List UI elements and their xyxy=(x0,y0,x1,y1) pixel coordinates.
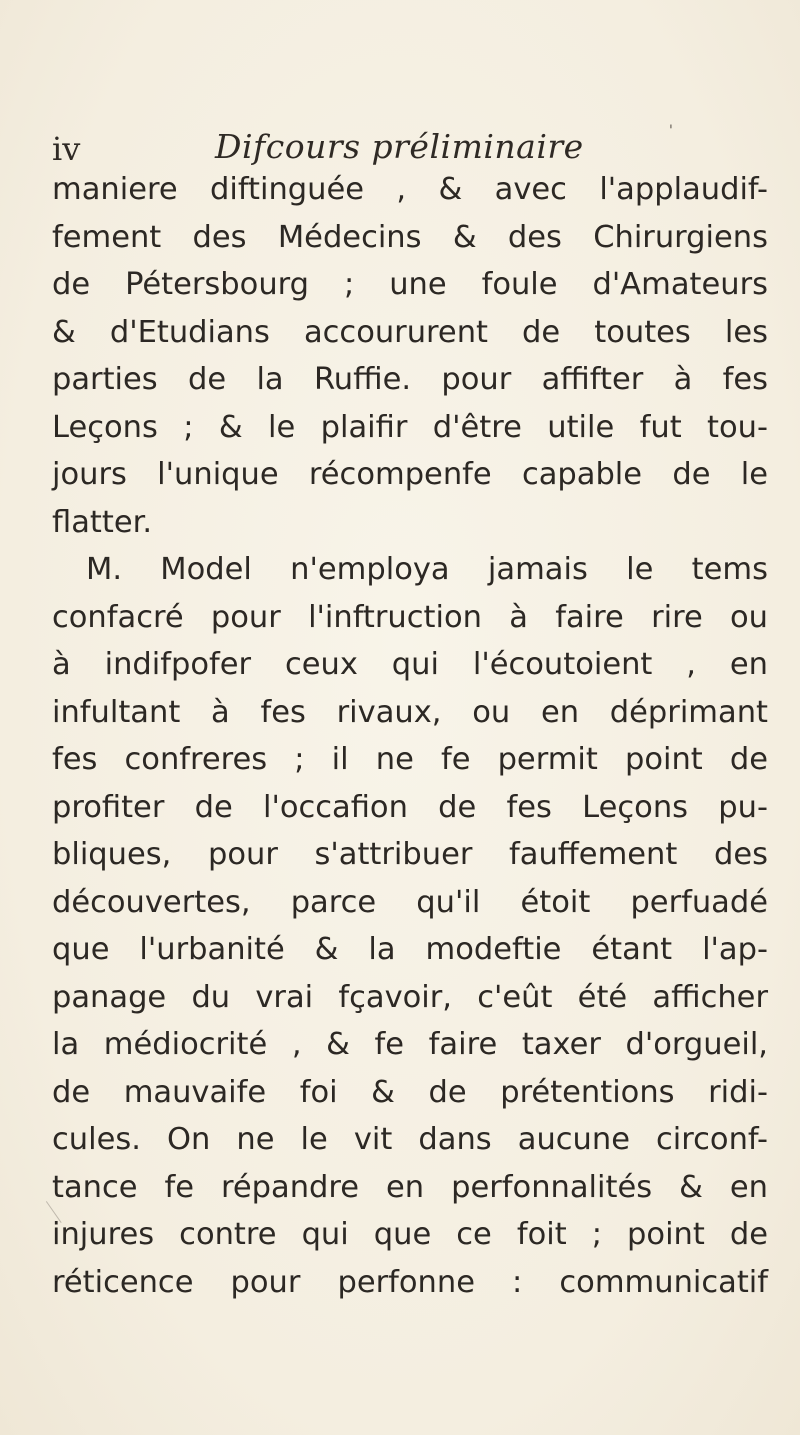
text-line: jours l'unique récompenfe capable de le xyxy=(52,457,768,492)
text-line: flatter. xyxy=(52,504,153,540)
text-line: de Pétersbourg ; une foule d'Amateurs xyxy=(52,267,768,302)
text-line: découvertes, parce qu'il étoit perfuadé xyxy=(52,884,768,920)
text-line: confacré pour l'inftruction à faire rire ou xyxy=(52,599,768,635)
text-line: fement des Médecins & des Chirurgiens xyxy=(52,219,768,255)
text-line: réticence pour perfonne : communicatif xyxy=(52,1264,768,1300)
text-line: & d'Etudians accoururent de toutes les xyxy=(52,314,768,350)
text-line: profiter de l'occafion de fes Leçons pu- xyxy=(52,789,768,825)
header-mark: ' xyxy=(669,123,673,139)
running-title: Difcours préliminaire xyxy=(215,127,584,166)
text-line: tance fe répandre en perfonnalités & en xyxy=(52,1169,768,1205)
text-line: infultant à fes rivaux, ou en déprimant xyxy=(52,694,768,730)
text-line: fes confreres ; il ne fe permit point de xyxy=(52,742,768,777)
page-number: iv xyxy=(52,130,81,168)
text-line: que l'urbanité & la modeftie étant l'ap- xyxy=(52,932,768,967)
body-text xyxy=(52,166,768,1306)
text-line: bliques, pour s'attribuer fauffement des xyxy=(52,837,768,872)
text-line: Leçons ; & le plaifir d'être utile fut tou- xyxy=(52,409,768,445)
text-line: cules. On ne le vit dans aucune circonf- xyxy=(52,1122,768,1157)
paragraph-first-line: M. Model n'employa jamais le tems xyxy=(86,552,768,587)
text-line: la médiocrité , & fe faire taxer d'orgueil, xyxy=(52,1027,768,1062)
text-line: à indifpofer ceux qui l'écoutoient , en xyxy=(52,647,768,682)
text-line: de mauvaife foi & de prétentions ridi- xyxy=(52,1074,768,1110)
text-line: panage du vrai fçavoir, c'eût été afficher xyxy=(52,979,768,1015)
text-line: maniere diftinguée , & avec l'applaudif- xyxy=(52,172,768,207)
text-line: injures contre qui que ce foit ; point de xyxy=(52,1217,768,1252)
text-line: parties de la Ruffie. pour affifter à fes xyxy=(52,362,768,397)
